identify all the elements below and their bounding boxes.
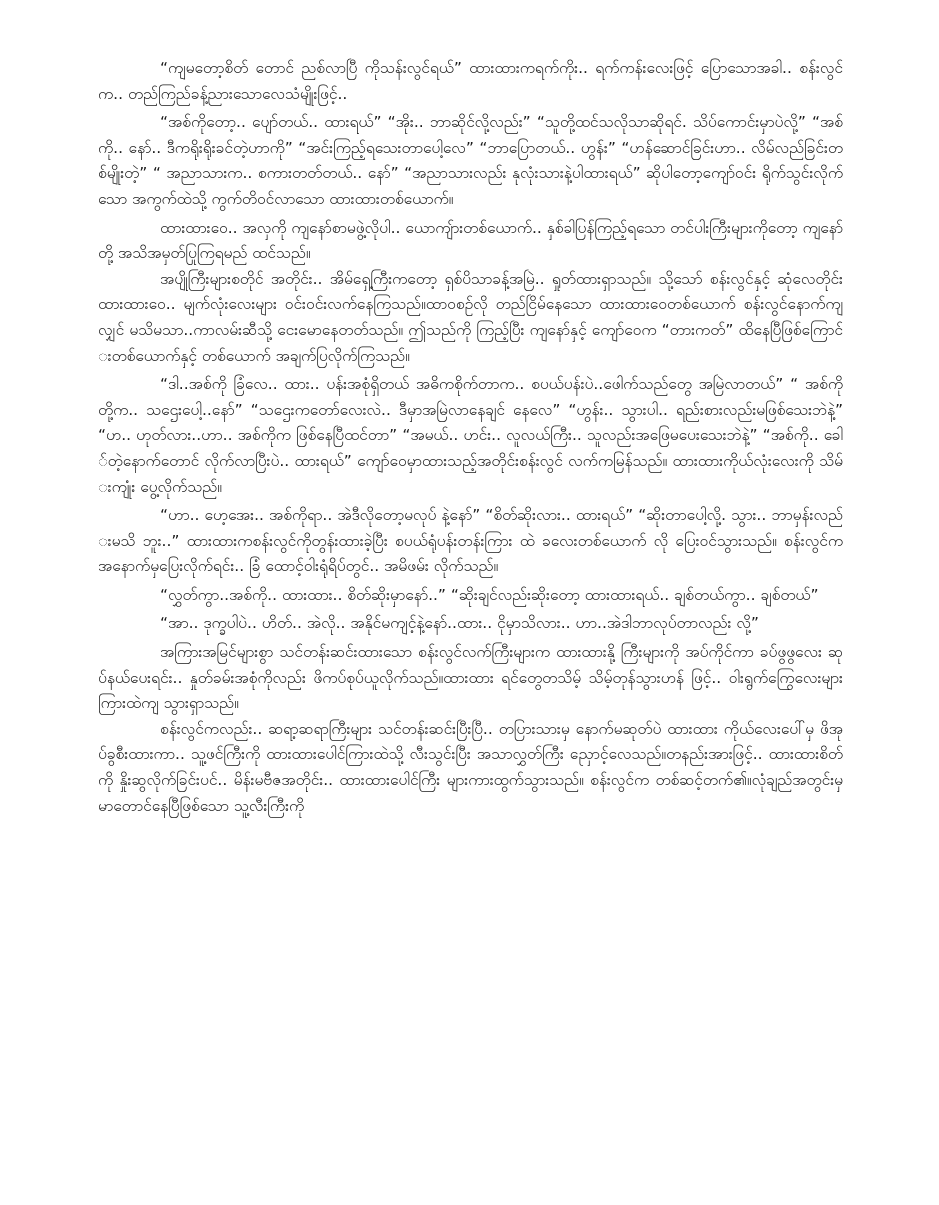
paragraph-8: “အာ.. ဒုက္ခပါပဲ.. ဟိတ်.. အဲလို.. အနိုင်မကျင့်နဲ့နော်..ထား.. ငိုမှာသိလား.. ဟာ..အဲဒါဘာလုပ်တာလည်း လို့” (160, 614, 759, 633)
paragraph-7: “လွှတ်ကွာ..အစ်ကို.. ထားထား.. စိတ်ဆိုးမှာနော်..” “ဆိုးချင်လည်းဆိုးတော့ ထားထားရယ်.. ချစ်တယ်ကွာ.. ချစ်တယ်” (160, 585, 819, 604)
paragraph-1: “ကျမတော့စိတ် တောင် ညစ်လာပြီ ကိုသန်းလွင်ရယ်” ထားထားကရက်ကိုး.. ရက်ကန်းလေးဖြင့် ပြောသောအခါ.. စန်းလွင်က.. တည်ကြည်ခန့်ညားသောလေသံမျိုးဖြင့်.. (98, 59, 843, 103)
document-page (98, 56, 843, 822)
paragraph-10: စန်းလွင်ကလည်း.. ဆရာ့ဆရာကြီးများ သင်တန်းဆင်းပြီးပြီ.. တပြားသားမှ နောက်မဆုတ်ပဲ ထားထား ကိုယ်လေးပေါ်မှ ဖိအုပ်ခွစီးထားကာ.. သူ့ဖင်ကြီးကို ထားထားပေါင်ကြားထဲသို့ လီးသွင်းပြီး အသာလွှတ်ကြီး ညှောင့်လေသည်။တနည်းအားဖြင့်.. ထားထားစိတ်ကို နှိုးဆွလိုက်ခြင်းပင်.. မိန်းမဗီဇအတိုင်း.. ထားထားပေါင်ကြီး များကားထွက်သွားသည်။ စန်းလွင်က တစ်ဆင့်တက်၏။လုံချည်အတွင်းမှမာတောင်နေပြီဖြစ်သော သူ့လီးကြီးကို (98, 719, 843, 815)
paragraph-4: အပျိုကြီးများစတိုင် အတိုင်း.. အိမ်ရှေ့ကြီးကတော့ ရှစ်ပိသာခန့်အမြဲ.. ရှုတ်ထားရှာသည်။ သို့သော် စန်းလွင်နှင့် ဆုံလေတိုင်း ထားထားဝေ.. မျက်လုံးလေးများ ဝင်းဝင်းလက်နေကြသည်။ထာဝစဉ်လို တည်ငြိမ်နေသော ထားထားဝေတစ်ယောက် စန်းလွင်နောက်ကျ လျှင် မသိမသာ..ကာလမ်းဆီသို့ ငေးမောနေတတ်သည်။ ဤသည်ကို ကြည့်ပြီး ကျနော်နှင့် ကျော်ဝေက “တားကတ်” ထိနေပြီဖြစ်ကြောင်းတစ်ယောက်နှင့် တစ်ယောက် အချက်ပြလိုက်ကြသည်။ (98, 269, 843, 365)
paragraph-3: ထားထားဝေ.. အလှကို ကျနော်စာမဖွဲ့လိုပါ.. ယောကျ်ားတစ်ယောက်.. နှစ်ခါပြန်ကြည့်ရသော တင်ပါးကြီးများကိုတော့ ကျနော်တို့ အသိအမှတ်ပြုကြရမည် ထင်သည်။ (98, 218, 843, 263)
paragraph-2: “အစ်ကိုတော့.. ပျော်တယ်.. ထားရယ်” “အိုး.. ဘာဆိုင်လို့လည်း” “သူတို့ထင်သလိုသာဆိုရင်. သိပ်ကောင်းမှာပဲလို့” “အစ်ကို.. နော်.. ဒီကရိုးရိုးခင်တဲ့ဟာကို” “အင်းကြည့်ရသေးတာပေါ့လေ” “ဘာပြောတယ်.. ဟွန်း” “ဟန်ဆောင်ခြင်းဟာ.. လိမ်လည်ခြင်းတစ်မျိုးတဲ့” “ အညာသားက.. စကားတတ်တယ်.. နော်” “အညာသားလည်း နုလုံးသားနဲ့ပါထားရယ်” ဆိုပါတော့ကျော်ဝင်း ရိုက်သွင်းလိုက်သော အကွက်ထဲသို့ ကွက်တိဝင်လာသော ထားထားတစ်ယောက်။ (98, 113, 843, 208)
paragraph-6: “ဟာ.. ဟေ့အေး.. အစ်ကိုရာ.. အဲဒီလိုတော့မလုပ် နဲ့နော်” “စိတ်ဆိုးလား.. ထားရယ်” “ဆိုးတာပေါ့လို့. သွား.. ဘာမှန်းလည်းမသိ ဘူး..” ထားထားကစန်းလွင်ကိုတွန်းထားခဲ့ပြီး စပယ်ရုံပန်းတန်းကြား ထဲ ခလေးတစ်ယောက် လို ပြေးဝင်သွားသည်။ စန်းလွင်က အနောက်မှပြေးလိုက်ရင်း.. ခြံ ထောင့်ဝါးရုံရိပ်တွင်.. အမိဖမ်း လိုက်သည်။ (98, 506, 843, 576)
paragraph-9: အကြားအမြင်များစွာ သင်တန်းဆင်းထားသော စန်းလွင်လက်ကြီးများက ထားထားနို့ ကြီးများကို အပ်ကိုင်ကာ ခပ်ဖွဖွလေး ဆုပ်နယ်ပေးရင်း.. နှုတ်ခမ်းအစုံကိုလည်း ဖိကပ်စုပ်ယူလိုက်သည်။ထားထား ရင်တွေတသိမ့် သိမ့်တုန်သွားဟန် ဖြင့်.. ဝါးရွက်ကြွေလေးများကြားထဲကျ သွားရှာသည်။ (98, 643, 843, 713)
paragraph-5: “ဒါ..အစ်ကို ခြံလေ.. ထား.. ပန်းအစုံရှိတယ် အဓိကစိုက်တာက.. စပယ်ပန်းပဲ..ဖေါက်သည်တွေ အမြဲလာတယ်” “ အစ်ကိုတို့က.. သဌေးပေါ့..နော်” “သဌေးကတော်လေးလဲ.. ဒီမှာအမြဲလာနေချင် နေလေ” “ဟွန်း.. သွားပါ.. ရည်းစားလည်းမဖြစ်သေးဘဲနဲ့” “ဟ.. ဟုတ်လား..ဟာ.. အစ်ကိုက ဖြစ်နေပြီထင်တာ” “အမယ်.. ဟင်း.. လူလယ်ကြီး.. သူလည်းအဖြေမပေးသေးဘဲနဲ့” “အစ်ကို.. ခေါ်တဲ့နောက်တောင် လိုက်လာပြီးပဲ.. ထားရယ်” ကျော်ဝေမှာထားသည့်အတိုင်းစန်းလွင် လက်ကမြန်သည်။ ထားထားကိုယ်လုံးလေးကို သိမ်းကျုံး ပွေ့လိုက်သည်။ (98, 375, 843, 496)
